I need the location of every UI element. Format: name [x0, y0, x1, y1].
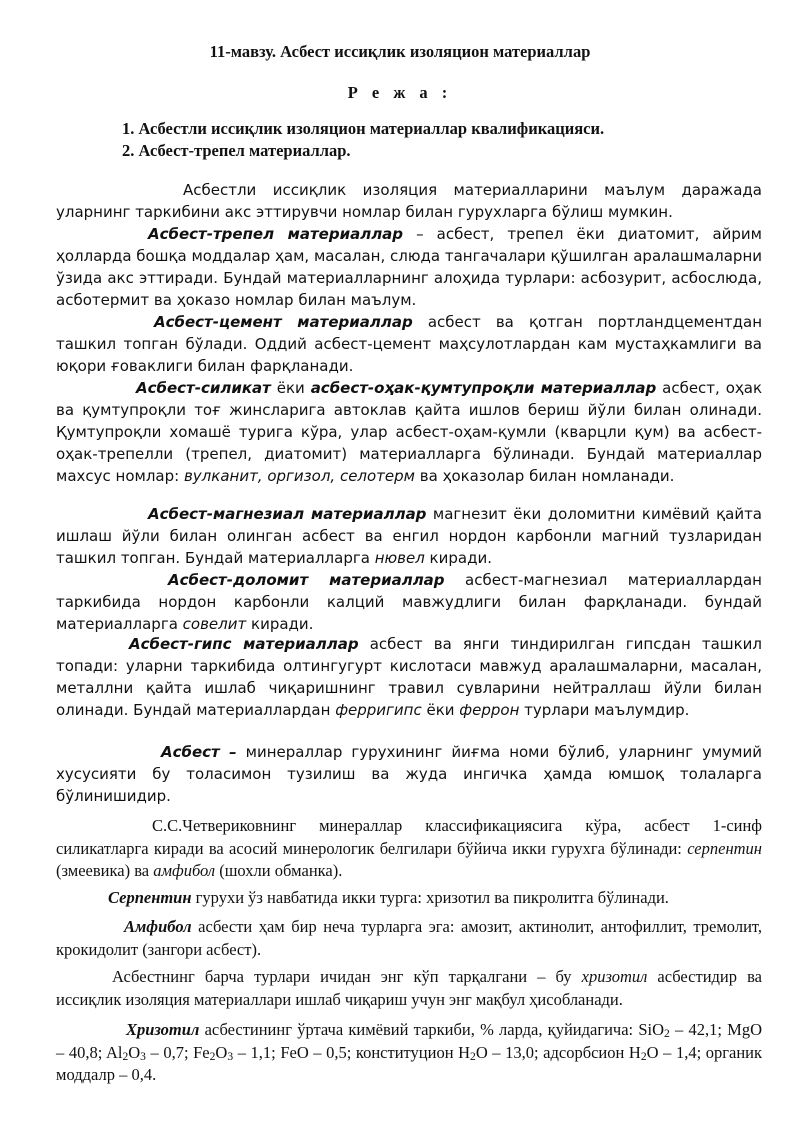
term-asbestos-magnesia: Асбест-магнезиал материаллар: [148, 505, 427, 523]
paragraph-text: гурухи ўз навбатида икки турга: хризотил ва пикролитга бўлинади.: [191, 888, 669, 907]
paragraph-serpentine: [56, 887, 762, 910]
paragraph-text: турлари маълумдир.: [519, 701, 690, 719]
paragraph-composition: [56, 1019, 762, 1087]
paragraph-text: – 42,1; MgO – 40,8; Al: [56, 1020, 762, 1062]
subscript: 2: [470, 1050, 476, 1063]
term-asbestos-cement: Асбест-цемент материаллар: [154, 313, 413, 331]
paragraph-text: асбест ва қотган портландцементдан ташкил топган бўлади. Оддий асбест-цемент маҳсулотлардан кам мустаҳкамлиги ва юқори ғоваклиги билан фарқланади.: [56, 313, 762, 375]
paragraph-text: минераллар гурухининг йиғма номи бўлиб, уларнинг умумий хусусияти бу толасимон тузилиш ва жуда ингичка ҳамда юмшоқ толаларга бўлинишидир.: [56, 743, 762, 805]
paragraph-text: – 0,7; Fe: [145, 1042, 210, 1062]
paragraph-text: O – 1,4; органик моддалр – 0,4.: [56, 1042, 762, 1084]
subscript: 2: [640, 1050, 647, 1063]
paragraph-text: O – 13,0; адсорбсион H: [475, 1042, 641, 1062]
paragraph-asbestos: [56, 741, 762, 807]
paragraph-text: ёки: [421, 701, 460, 719]
paragraph-text: асбест, оҳак ва қумтупроқли тоғ жинсларига автоклав қайта ишлов бериш йўли билан олинади. Қумтупроқли хомашё турига кўра, улар асбест-оҳам-қумли (кварцли қум) ва асбест-оҳак-трепелли (трепел, диатомит) материалларга бўлинади. Бундай материаллар махсус номлар:: [56, 379, 763, 485]
plan-list: [122, 118, 604, 162]
subscript: 2: [664, 1028, 670, 1040]
subscript: 2: [209, 1050, 216, 1063]
term-asbestos-gypsum: Асбест-гипс материаллар: [129, 635, 359, 653]
special-name: феррон: [459, 701, 520, 719]
paragraph-text: Асбестли иссиқлик изоляция материалларини маълум даражада уларнинг таркибини акс эттирувчи номлар билан гурухларга бўлиш мумкин.: [56, 181, 762, 221]
paragraph-silicate: [56, 377, 762, 487]
special-name: серпентин: [687, 838, 762, 858]
subscript: 2: [122, 1050, 129, 1063]
term-serpentine: Серпентин: [108, 888, 192, 907]
special-names: вулканит, оргизол, селотерм: [183, 467, 415, 485]
paragraph-trepel: [56, 223, 762, 311]
paragraph-text: киради.: [246, 615, 314, 633]
paragraph-chrysotile-use: [56, 966, 762, 1011]
term-asbestos: Асбест –: [161, 743, 237, 761]
plan-item: 2. Асбест-трепел материаллар.: [122, 141, 351, 160]
term-asbestos-lime-silica: асбест-оҳак-қумтупроқли материаллар: [310, 379, 657, 397]
paragraph-text: Асбестнинг барча турлари ичидан энг кўп тарқалгани – бу: [112, 967, 582, 986]
paragraph-classification: [56, 815, 762, 883]
subscript: 3: [227, 1050, 234, 1063]
paragraph-text: – 1,1; FeO – 0,5; конституцион H: [233, 1042, 471, 1062]
paragraph-text: – асбест, трепел ёки диатомит, айрим ҳолларда бошқа моддалар ҳам, масалан, слюда тангачалари қўшилган аралашмаларни ўзида акс эттиради. Бундай материалларнинг алоҳида турлари: асбозурит, асбослюда, асботермит ва ҳоказо номлар билан маълум.: [56, 225, 762, 309]
paragraph-text: O: [128, 1042, 141, 1062]
paragraph-text: асбест ва янги тиндирилган гипсдан ташкил топади: уларни таркибида олтингугурт кислотаси мавжуд аралашмаларни, масалан, металлни қайта ишлаб чиқаришнинг травил сувларини нейтраллаш йўли билан олинади. Бундай материаллардан: [56, 635, 762, 719]
special-name: амфибол: [153, 861, 216, 880]
special-name: хризотил: [581, 967, 648, 986]
paragraph-text: (шохли обманка).: [215, 861, 343, 880]
paragraph-text: киради.: [424, 549, 492, 567]
term-asbestos-dolomite: Асбест-доломит материаллар: [168, 571, 445, 589]
paragraph-dolomite: [56, 569, 762, 635]
special-name: нювел: [374, 549, 425, 567]
paragraph-text: асбести ҳам бир неча турларга эга: амозит, актинолит, антофиллит, тремолит, крокидолит (зангори асбест).: [56, 917, 762, 959]
paragraph-intro: [56, 179, 762, 223]
paragraph-text: магнезит ёки доломитни кимёвий қайта ишлаш йўли билан олинган асбест ва енгил нордон карбонли магний тузларидан ташкил топган. Бундай материалларга: [56, 505, 762, 567]
paragraph-text: ва ҳоказолар билан номланади.: [415, 467, 675, 485]
paragraph-magnesia: [56, 503, 762, 569]
paragraph-text: С.С.Четвериковнинг минераллар классификациясига кўра, асбест 1-синф силикатларга киради ва асосий минерологик белгилари бўйича икки гурухга бўлинади:: [56, 816, 762, 858]
page-title: 11-мавзу. Асбест иссиқлик изоляцион материаллар: [209, 42, 591, 61]
paragraph-gypsum: [56, 633, 762, 721]
term-asbestos-silicate: Асбест-силикат: [136, 379, 271, 397]
paragraph-text: асбестининг ўртача кимёвий таркиби, % ларда, қуйидагича: SiO: [199, 1020, 665, 1039]
term-chrysotile: Хризотил: [126, 1020, 200, 1039]
paragraph-text: асбестидир ва иссиқлик изоляция материаллари ишлаб чиқариш учун энг мақбул ҳисобланади.: [56, 967, 762, 1009]
paragraph-text: асбест-магнезиал материаллардан таркибида нордон карбонли калций мавжудлиги билан фарқланади. бундай материалларга: [56, 571, 762, 633]
paragraph-cement: [56, 311, 762, 377]
paragraph-text: (змеевика) ва: [56, 861, 154, 880]
plan-item: 1. Асбестли иссиқлик изоляцион материаллар квалификацияси.: [122, 119, 605, 138]
term-amphibole: Амфибол: [124, 917, 192, 936]
special-name: ферригипс: [335, 701, 422, 719]
paragraph-text: ёки: [270, 379, 311, 397]
paragraph-text: O: [215, 1042, 228, 1062]
plan-heading: Р е ж а :: [347, 83, 453, 102]
subscript: 3: [140, 1050, 146, 1063]
paragraph-amphibole: [56, 916, 762, 961]
special-name: совелит: [182, 615, 247, 633]
term-asbestos-tripoli: Асбест-трепел материаллар: [148, 225, 404, 243]
